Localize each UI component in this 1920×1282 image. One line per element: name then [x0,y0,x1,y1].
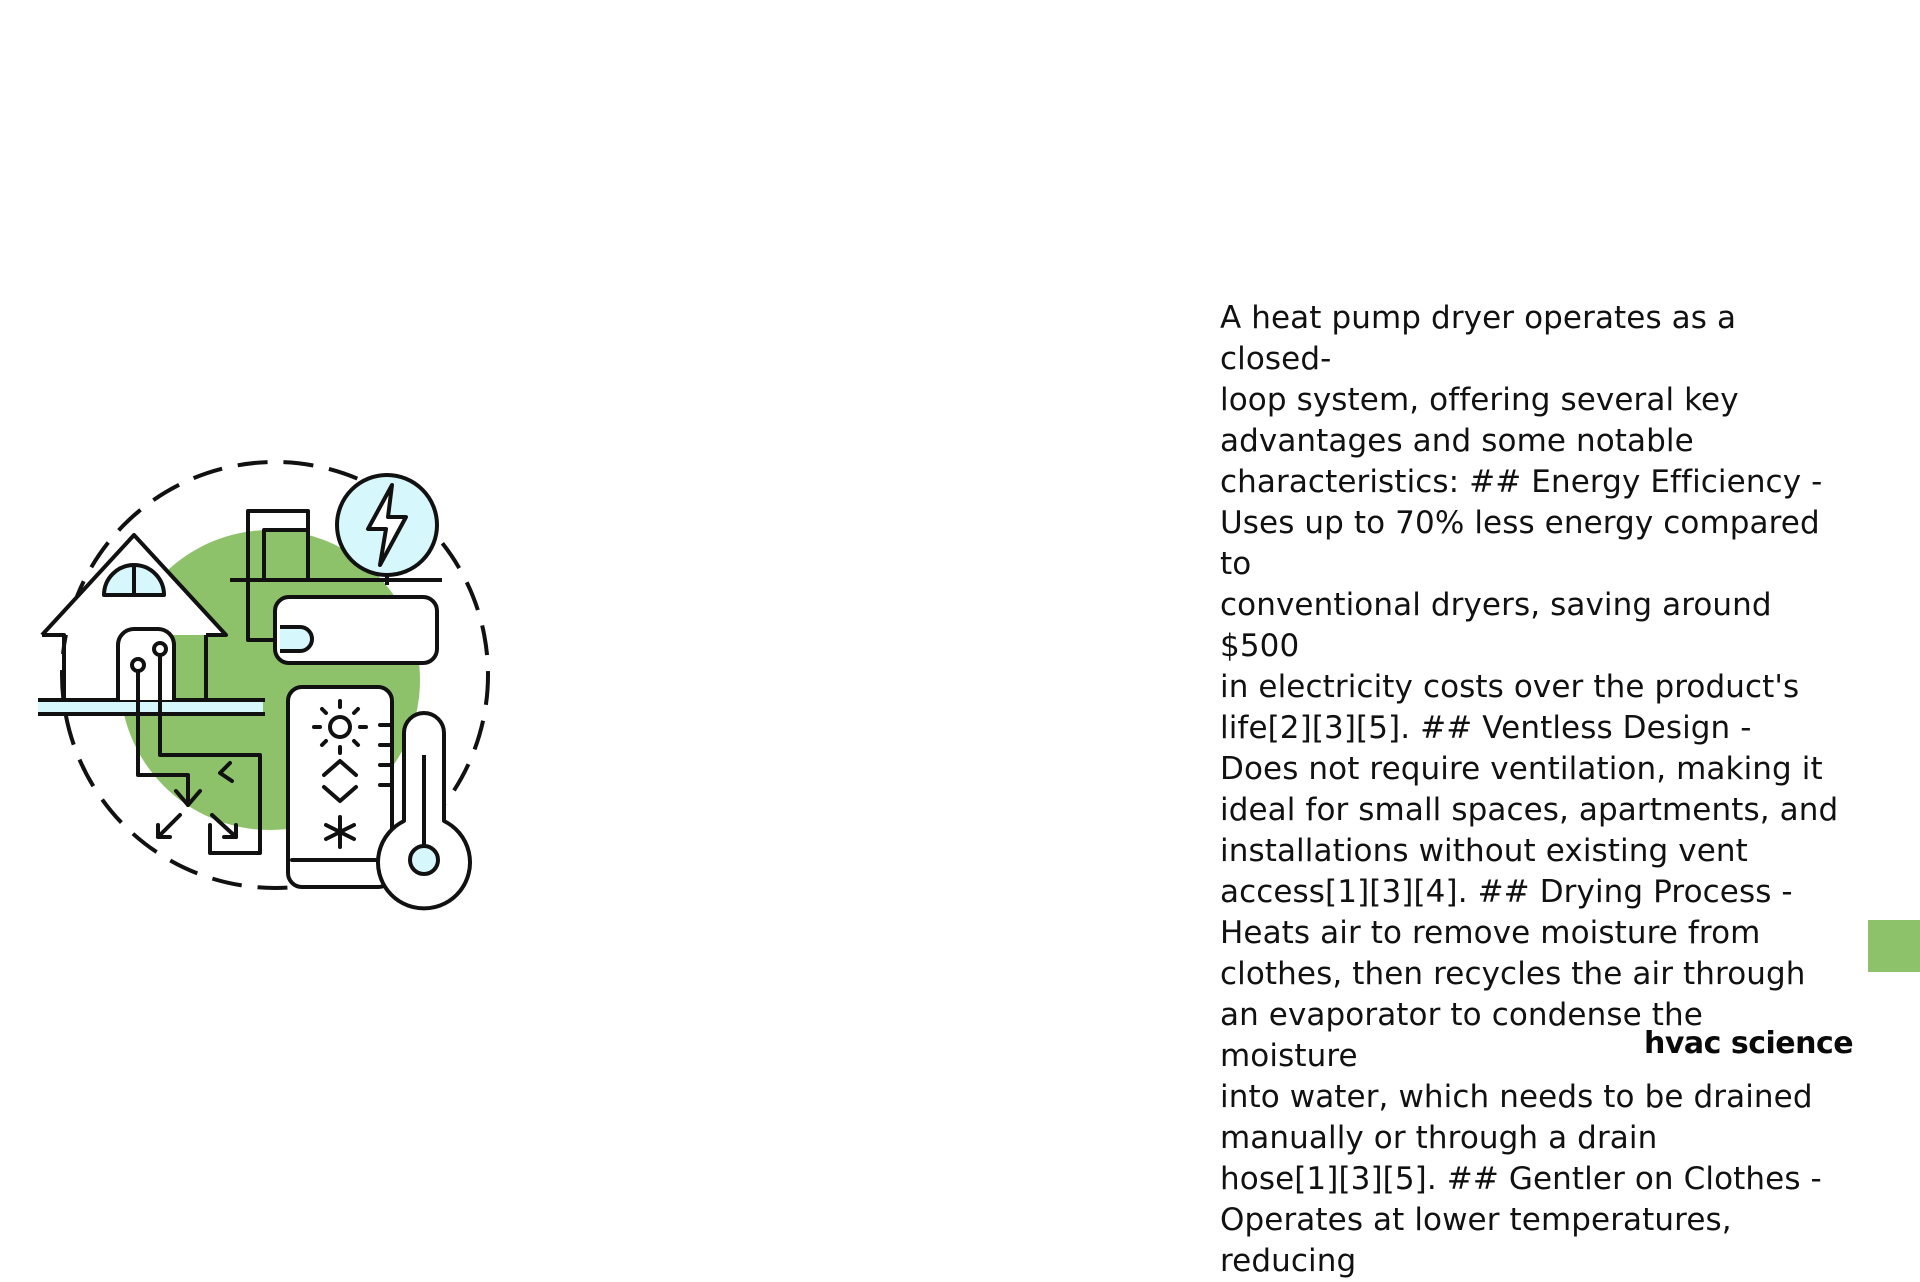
brand-watermark: hvac science [1644,1026,1854,1061]
ground-band [38,700,263,714]
accent-square [1868,920,1920,972]
smart-home-heat-pump-illustration [30,455,500,905]
article-body-text: A heat pump dryer operates as a closed- loop system, offering several key advantages and some notable characteristics: ## Energy Efficiency - Uses up to 70% less energy compared to conventional dryers, saving around $500 in electricity costs over the product's life[2][3][5]. ## Ventless Design - Does not require ventilation, making it ideal for small spaces, apartments, and installations without existing vent access[1][3][4]. ## Drying Process - Heats air to remove moisture from clothes, then recycles the air through an evaporator to condense the moisture into water, which needs to be drained manually or through a drain hose[1][3][5]. ## Gentler on Clothes - Operates at lower temperatures, reducing [1220,300,1839,1279]
